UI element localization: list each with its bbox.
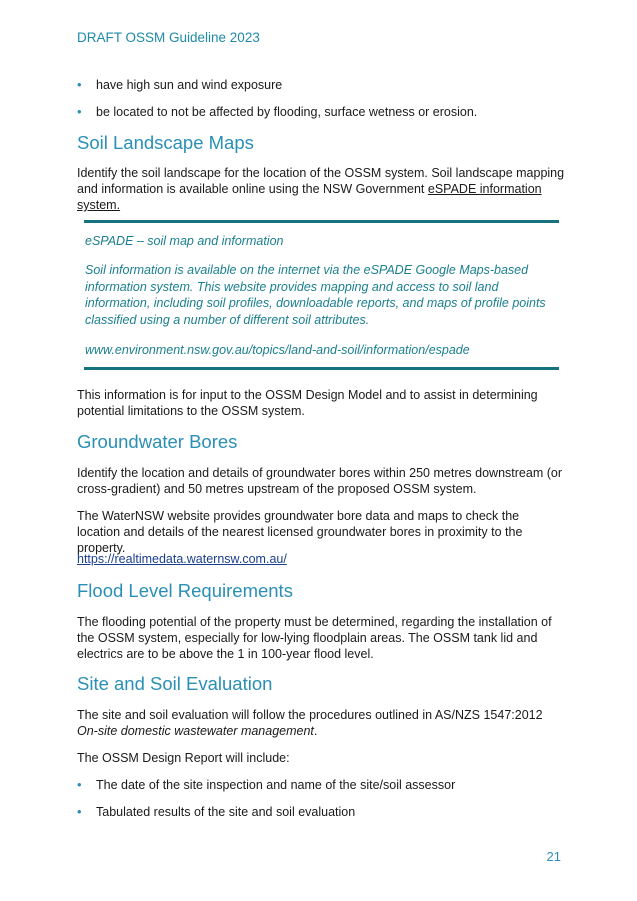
list-item: • be located to not be affected by flooding, surface wetness or erosion. bbox=[77, 104, 478, 119]
section-heading-groundwater: Groundwater Bores bbox=[77, 431, 238, 452]
section-heading-flood: Flood Level Requirements bbox=[77, 580, 293, 601]
intro-bullet-list bbox=[77, 77, 557, 120]
list-item: • Tabulated results of the site and soil evaluation bbox=[77, 804, 356, 819]
espade-link[interactable]: eSPADE information system. bbox=[77, 182, 542, 212]
site-soil-paragraph: The site and soil evaluation will follow the procedures outlined in AS/NZS 1547:2012 On-site domestic wastewater management. bbox=[77, 708, 543, 738]
groundwater-paragraph-2: The WaterNSW website provides groundwater bore data and maps to check the location and details of the nearest licensed groundwater bores in proximity to the property. bbox=[77, 509, 523, 555]
bullet-icon: • bbox=[77, 77, 82, 92]
espade-callout-box bbox=[84, 220, 559, 370]
waternsw-link-paragraph bbox=[77, 551, 565, 567]
section-heading-soil-landscape: Soil Landscape Maps bbox=[77, 132, 254, 153]
list-item: • have high sun and wind exposure bbox=[77, 77, 283, 92]
bullet-icon: • bbox=[77, 104, 82, 119]
callout-title: eSPADE – soil map and information bbox=[85, 234, 284, 248]
list-item: • The date of the site inspection and name of the site/soil assessor bbox=[77, 777, 456, 792]
soil-landscape-paragraph: Identify the soil landscape for the location of the OSSM system. Soil landscape mapping and information is available online using the NSW Government eSPADE information system. bbox=[77, 166, 565, 212]
bullet-icon: • bbox=[77, 804, 82, 819]
flood-paragraph: The flooding potential of the property must be determined, regarding the installation of the OSSM system, especially for low-lying floodplain areas. The OSSM tank lid and electrics are to be above the 1 in 100-year flood level. bbox=[77, 615, 552, 661]
page-number: 21 bbox=[546, 849, 561, 864]
running-header: DRAFT OSSM Guideline 2023 bbox=[77, 30, 260, 45]
callout-top-rule bbox=[84, 220, 559, 223]
report-intro: The OSSM Design Report will include: bbox=[77, 751, 290, 765]
waternsw-link[interactable]: https://realtimedata.waternsw.com.au/ bbox=[77, 552, 287, 566]
soil-landscape-after-paragraph: This information is for input to the OSSM Design Model and to assist in determining potential limitations to the OSSM system. bbox=[77, 388, 538, 418]
bullet-icon: • bbox=[77, 777, 82, 792]
callout-body: Soil information is available on the internet via the eSPADE Google Maps-based information system. This website provides mapping and access to soil land information, including soil profiles, downloadable reports, and maps of profile points classified using a number of different soil attributes. bbox=[85, 263, 546, 327]
callout-bottom-rule bbox=[84, 367, 559, 370]
groundwater-paragraph-1: Identify the location and details of groundwater bores within 250 metres downstream (or cross-gradient) and 50 metres upstream of the proposed OSSM system. bbox=[77, 466, 562, 496]
section-heading-site-soil: Site and Soil Evaluation bbox=[77, 673, 273, 694]
standard-title: On-site domestic wastewater management bbox=[77, 724, 314, 738]
report-bullet-list bbox=[77, 777, 557, 820]
callout-url[interactable]: www.environment.nsw.gov.au/topics/land-and-soil/information/espade bbox=[85, 343, 470, 357]
